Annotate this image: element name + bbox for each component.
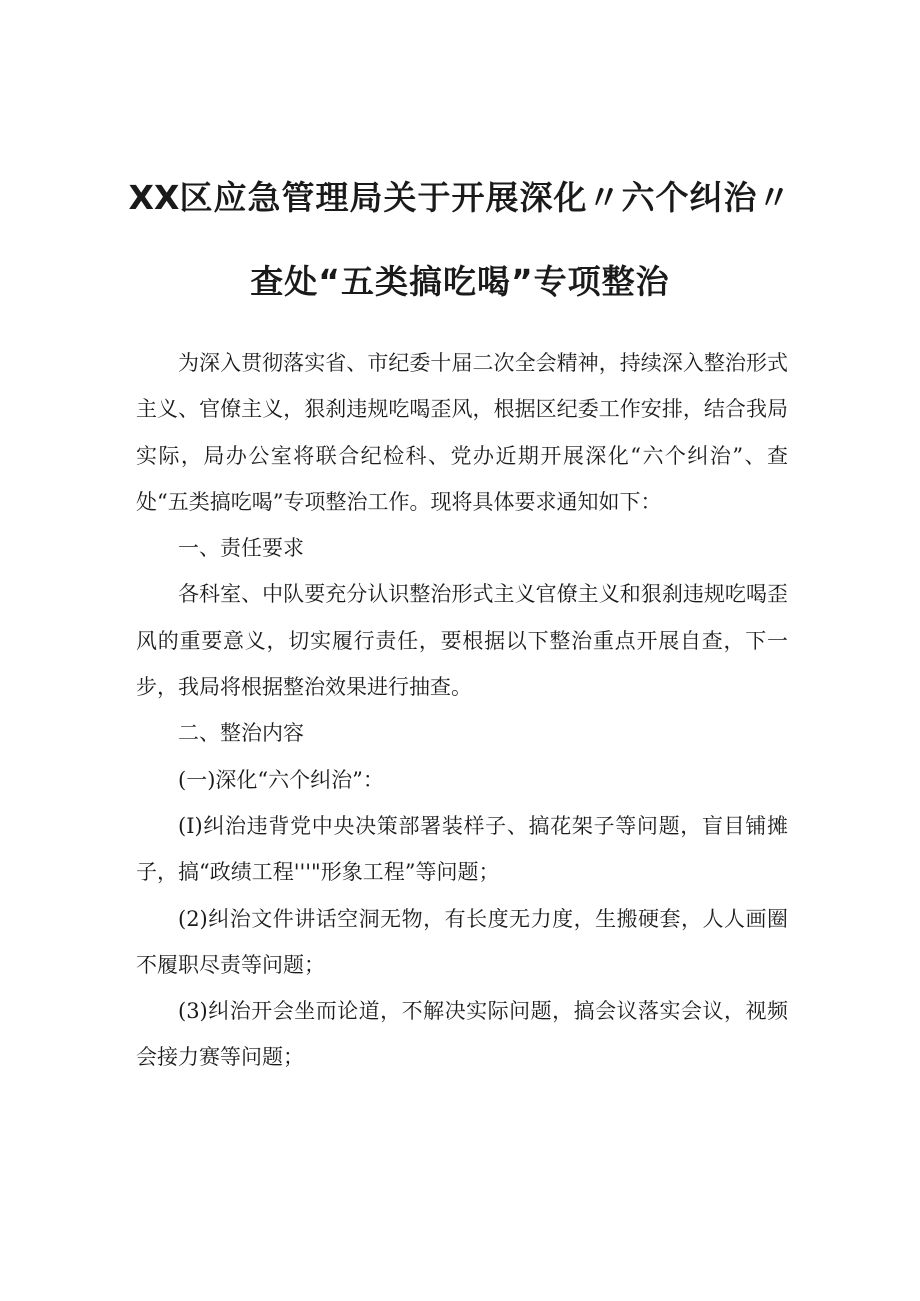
list-item-3: (3)纠治开会坐而论道，不解决实际问题，搞会议落实会议，视频会接力赛等问题；: [136, 999, 788, 1070]
list-item-1: (I)纠治违背党中央决策部署装样子、搞花架子等问题，盲目铺摊子，搞“政绩工程'''"形象工程”等问题；: [136, 813, 788, 885]
document-title-line-1: [0, 172, 920, 219]
document-title-line-2: 查处“五类搞吃喝”专项整治: [250, 262, 670, 301]
title-line-1-text: 区应急管理局关于开展深化〃六个纠治〃: [179, 178, 792, 217]
list-item-2: (2)纠治文件讲话空洞无物，有长度无力度，生搬硬套，人人画圈不履职尽责等问题；: [136, 906, 788, 977]
subsection-heading-six-corrections: (一)深化“六个纠治”：: [178, 767, 384, 792]
section-heading-content: 二、整治内容: [178, 721, 304, 746]
section-heading-responsibility: 一、责任要求: [178, 536, 304, 561]
responsibility-paragraph: 各科室、中队要充分认识整治形式主义官僚主义和狠刹违规吃喝歪风的重要意义，切实履行责任，要根据以下整治重点开展自查，下一步，我局将根据整治效果进行抽查。: [136, 582, 788, 700]
document-body: [136, 340, 788, 1081]
title-prefix: XX: [128, 178, 180, 217]
intro-paragraph: 为深入贯彻落实省、市纪委十届二次全会精神，持续深入整治形式主义、官僚主义，狠刹违规吃喝歪风，根据区纪委工作安排，结合我局实际，局办公室将联合纪检科、党办近期开展深化“六个纠治”、查处“五类搞吃喝”专项整治工作。现将具体要求通知如下：: [136, 351, 788, 514]
